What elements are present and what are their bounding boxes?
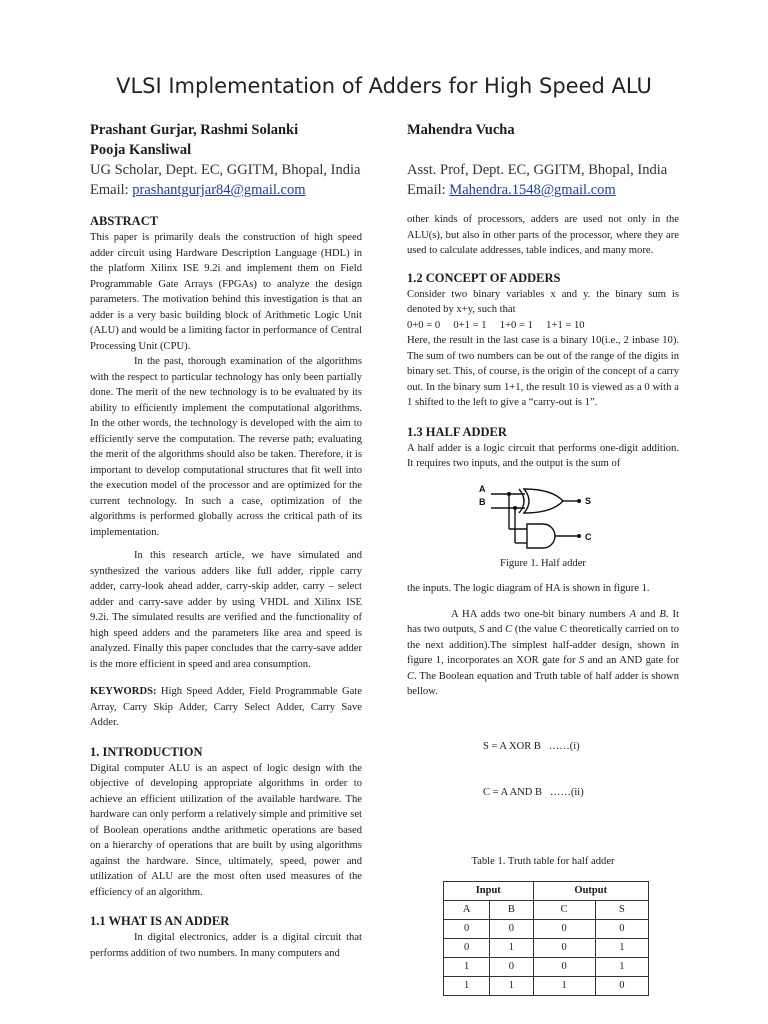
label-a: A [479,483,486,494]
author-affiliation-right: Asst. Prof, Dept. EC, GGITM, Bhopal, India [407,162,668,178]
equation-carry: C = A AND B ……(ii) [483,787,584,798]
email-label: Email: [90,182,133,198]
keywords-text: High Speed Adder, Field Programmable Gate Array, Carry Skip Adder, Carry Select Adder, Carry Save Adder. [90,686,362,728]
equations [407,708,679,832]
half-adder-heading: 1.3 HALF ADDER [407,424,507,439]
email-label-right: Email: [407,182,450,198]
label-c: C [585,531,592,542]
label-b: B [479,496,486,507]
col-b: B [490,901,533,920]
authors-right [407,120,667,200]
concept-paragraph-1: Consider two binary variables x and y. the binary sum is denoted by x+y, such that [407,288,679,315]
terminal-s [577,499,581,503]
half-adder-paragraph-2: the inputs. The logic diagram of HA is shown in figure 1. [407,583,650,594]
truth-table [443,881,649,996]
half-adder-paragraph-3: A HA adds two one-bit binary numbers A and B. It has two outputs, S and C (the value C theoretically carried on to the next addition).The simplest half-adder design, shown in figure 1, incorporates an XOR gate for S and an AND gate for C. The Boolean equation and Truth table of half adder is shown bellow. [407,608,680,697]
what-is-adder-heading: 1.1 WHAT IS AN ADDER [90,914,230,928]
col-c: C [533,901,595,920]
author-email-row [90,180,360,200]
half-adder-diagram [407,478,679,550]
table-caption: Table 1. Truth table for half adder [471,855,615,867]
group-output: Output [533,882,649,901]
author-names-2: Pooja Kansliwal [90,142,192,158]
table-row: 0 1 0 1 [444,939,649,958]
figure-caption: Figure 1. Half adder [500,557,586,569]
right-column [407,212,679,996]
half-adder-paragraph-1: A half adder is a logic circuit that performs one-digit addition. It requires two inputs, and the output is the sum of [407,442,679,469]
what-is-adder-paragraph: In digital electronics, adder is a digital circuit that performs addition of two numbers. In many computers and [90,932,362,959]
terminal-c [577,534,581,538]
concept-paragraph-2: Here, the result in the last case is a binary 10(i.e., 2 inbase 10). The sum of two numbers can be out of the range of the digits in binary set. This, of course, is the origin of the concept of a carry out. In the binary sum 1+1, the result 10 is viewed as a 0 with a 1 shifted to the left to give a “carry-out is 1”. [407,335,679,408]
equation-sum: S = A XOR B ……(i) [483,740,580,752]
and-gate-body [527,524,555,548]
continued-paragraph: other kinds of processors, adders are used not only in the ALU(s), but also in other parts of the processor, where they are used to calculate addresses, table indices, and many more. [407,214,679,256]
authors-left [90,120,360,200]
keywords [90,684,362,731]
junction-a [507,492,511,496]
binary-sums-row [407,318,679,334]
abstract-paragraph-2: In the past, thorough examination of the algorithms with the respect to particular technology has only been partially done. The merit of the new technology is to be evaluated by its ability to efficiently implement the computational algorithms. In the other words, the technology is developed with the aim to efficiently serve the computation. The reverse path; evaluating the merit of the algorithms should also be taken. Therefore, it is important to develop computational structures that fit well into the execution model of the processor and are optimized for the current technology. In such a case, optimization of the algorithms is performed globally across the critical path of its implementation. [90,356,362,538]
abstract-paragraph-1: This paper is primarily deals the construction of high speed adder circuit using Hardware Description Language (HDL) in the platform Xilinx ISE 9.2i and implement them on Field Programmable Gate Arrays (FPGAs) to analyze the design parameters. The motivation behind this investigation is that an adder is a very basic building block of Arithmetic Logic Unit (ALU) and would be a limiting factor in performance of Central Processing Unit (CPU). [90,232,362,352]
binary-sum-2: 0+1 = 1 [453,319,487,331]
left-column [90,212,362,961]
introduction-paragraph: Digital computer ALU is an aspect of logic design with the objective of developing appropriate algorithms in order to achieve an efficient utilization of the available hardware. The hardware can only perform a relatively simple and primitive set of Boolean operations andthe arithmetic operations are based on a hierarchy of operations that are built by using algorithms against the hardware. Since, ultimately, speed, power and utilization of ALU are the most often used measures of the efficiency of an algorithm. [90,762,362,898]
author-email-link[interactable]: prashantgurjar84@gmail.com [132,182,306,198]
truth-table-header-row [444,901,649,920]
col-s: S [595,901,648,920]
junction-b [513,506,517,510]
author-names-1: Prashant Gurjar, Rashmi Solanki [90,122,299,138]
xor-gate-back-curve [519,489,524,513]
author-name-right: Mahendra Vucha [407,122,515,138]
col-a: A [444,901,490,920]
binary-sum-1: 0+0 = 0 [407,319,441,331]
paper-title: VLSI Implementation of Adders for High Speed ALU [116,74,652,98]
label-s: S [585,495,592,506]
xor-gate-body [524,489,563,513]
table-row: 1 0 0 1 [444,958,649,977]
author-email-link-right[interactable]: Mahendra.1548@gmail.com [449,182,616,198]
author-email-row-right [407,180,667,200]
binary-sum-4: 1+1 = 10 [546,319,585,331]
binary-sum-3: 1+0 = 1 [499,319,533,331]
abstract-paragraph-3: In this research article, we have simulated and synthesized the various adders like full adder, ripple carry adder, carry-look ahead adder, carry-skip adder, carry – select adder and carry-save adder by using VHDL and Xilinx ISE 9.2i. The simulated results are verified and the functionality of high speed adders and the parameters like area and speed is analyzed. Finally this paper concludes that the carry-save adder is the more efficient in speed and area consumption. [90,550,362,670]
table-row: 0 0 0 0 [444,920,649,939]
abstract-heading: ABSTRACT [90,214,159,228]
introduction-heading: 1. INTRODUCTION [90,744,203,759]
keywords-label: KEYWORDS: [90,686,157,697]
table-row: 1 1 1 0 [444,977,649,996]
group-input: Input [444,882,534,901]
truth-table-group-row [444,882,649,901]
author-affiliation: UG Scholar, Dept. EC, GGITM, Bhopal, India [90,162,361,178]
concept-heading: 1.2 CONCEPT OF ADDERS [407,270,561,285]
